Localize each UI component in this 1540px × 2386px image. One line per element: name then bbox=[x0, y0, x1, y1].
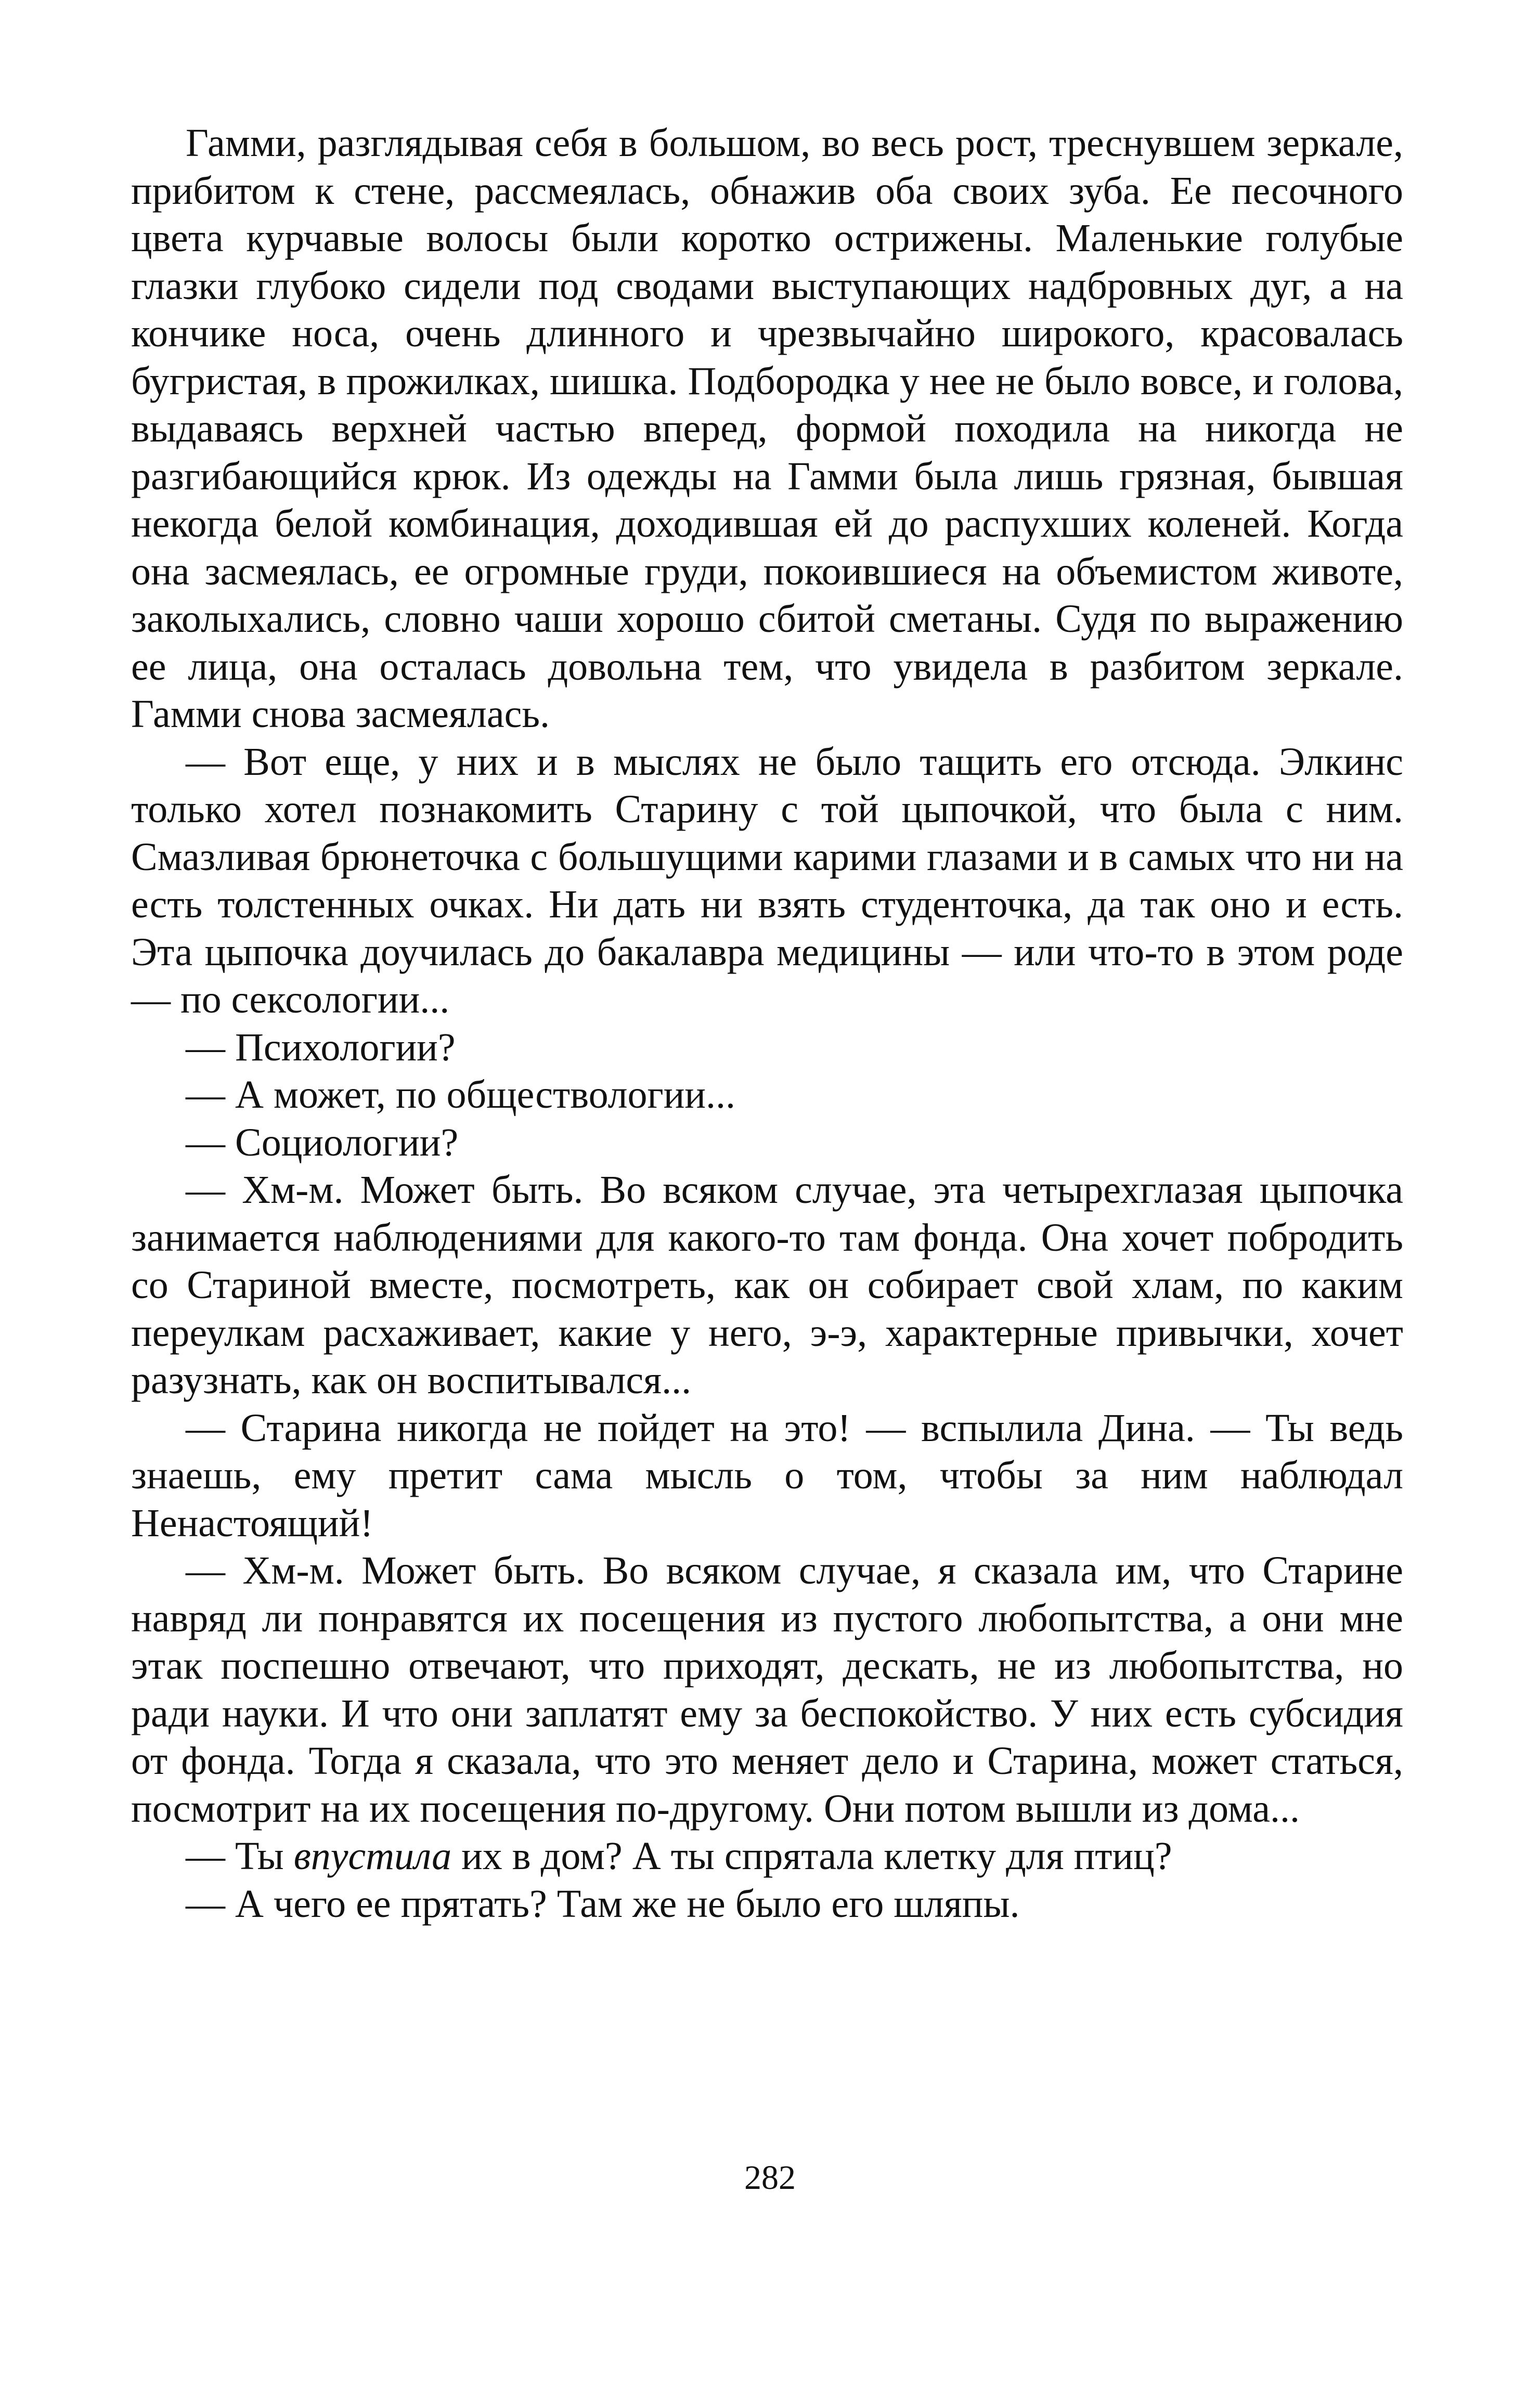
paragraph-7: — Старина никогда не пойдет на это! — вспылила Дина. — Ты ведь знаешь, ему претит сама мысль о том, чтобы за ним наблюдал Ненастоящий! bbox=[131, 1406, 1403, 1545]
paragraph-9 bbox=[131, 1833, 1403, 1881]
emphasized-word: впустила bbox=[293, 1834, 452, 1878]
paragraph-9-end: их в дом? А ты спрятала клетку для птиц? bbox=[451, 1834, 1172, 1878]
paragraph-6: — Хм-м. Может быть. Во всяком случае, эта четырехглазая цыпочка занимается наблюдениями для какого-то там фонда. Она хочет побродить со Стариной вместе, посмотреть, как он собирает свой хлам, по каким переулкам расхаживает, какие у него, э-э, характерные привычки, хочет разузнать, как он воспитывался... bbox=[131, 1168, 1403, 1402]
paragraph-9-start: — Ты bbox=[186, 1834, 294, 1878]
page-body bbox=[131, 120, 1403, 1928]
paragraph-8: — Хм-м. Может быть. Во всяком случае, я сказала им, что Старине навряд ли понравятся их посещения из пустого любопытства, а они мне этак поспешно отвечают, что приходят, дескать, не из любопытства, но ради науки. И что они заплатят ему за беспокойство. У них есть субсидия от фонда. Тогда я сказала, что это меняет дело и Старина, может статься, посмотрит на их посещения по-другому. Они потом вышли из дома... bbox=[131, 1549, 1403, 1831]
paragraph-2: — Вот еще, у них и в мыслях не было тащить его отсюда. Элкинс только хотел познакомить Старину с той цыпочкой, что была с ним. Смазливая брюнеточка с большущими карими глазами и в самых что ни на есть толстенных очках. Ни дать ни взять студенточка, да так оно и есть. Эта цыпочка доучилась до бакалавра медицины — или что-то в этом роде — по сексологии... bbox=[131, 740, 1403, 1021]
paragraph-4: — А может, по обществологии... bbox=[186, 1073, 736, 1117]
paragraph-1: Гамми, разглядывая себя в большом, во весь рост, треснувшем зеркале, прибитом к стене, рассмеялась, обнажив оба своих зуба. Ее песочного цвета курчавые волосы были коротко острижены. Маленькие голубые глазки глубоко сидели под сводами выступающих надбровных дуг, а на кончике носа, очень длинного и чрезвычайно широкого, красовалась бугристая, в прожилках, шишка. Подбородка у нее не было вовсе, и голова, выдаваясь верхней частью вперед, формой походила на никогда не разгибающийся крюк. Из одежды на Гамми была лишь грязная, бывшая некогда белой комбинация, доходившая ей до распухших коленей. Когда она засмеялась, ее огромные груди, покоившиеся на объемистом животе, заколыхались, словно чаши хорошо сбитой сметаны. Судя по выражению ее лица, она осталась довольна тем, что увидела в разбитом зеркале. Гамми снова засмеялась. bbox=[131, 121, 1403, 736]
paragraph-10: — А чего ее прятать? Там же не было его шляпы. bbox=[186, 1882, 1020, 1926]
page-number: 282 bbox=[744, 2159, 796, 2197]
paragraph-3: — Психологии? bbox=[186, 1025, 456, 1069]
paragraph-5: — Социологии? bbox=[186, 1120, 459, 1164]
